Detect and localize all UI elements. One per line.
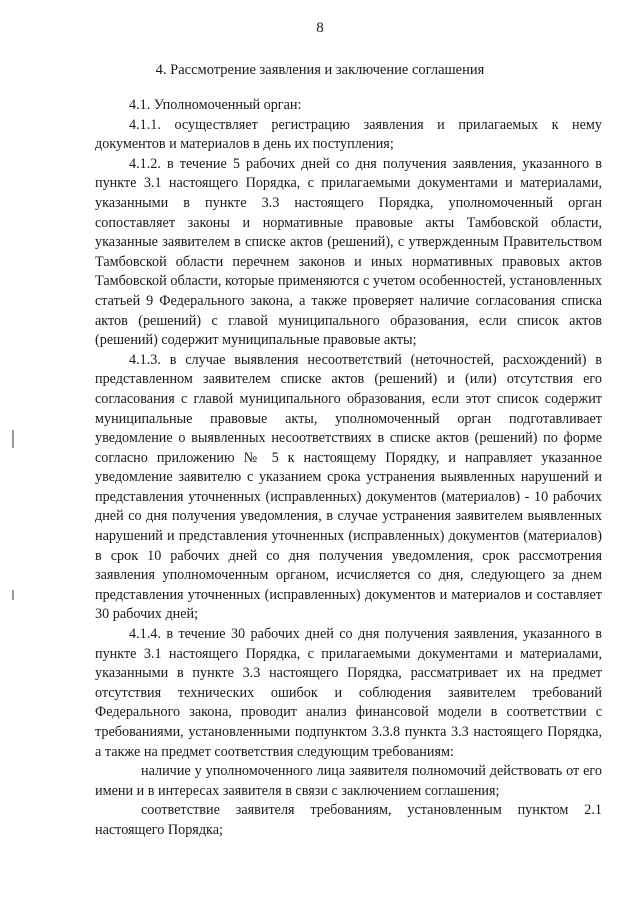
paragraph-4-1-3: 4.1.3. в случае выявления несоответствий (неточностей, расхождений) в представленном заявителем списке актов (решений) и (или) отсутствия его согласования с главой муниципального образования, если этот список содержит муниципальные правовые акты, уполномоченный орган подготавливает уведомление о выявленных несоответствиях в списке актов (решений) по форме согласно приложению № 5 к настоящему Порядку, и направляет указанное уведомление заявителю с указанием срока устранения выявленных нарушений и представления уточненных (исправленных) документов (материалов) - 10 рабочих дней со дня получения уведомления, в случае устранения заявителем выявленных нарушений и представления уточненных (исправленных) документов (материалов) в срок 10 рабочих дней со дня получения уведомления, срок рассмотрения заявления уполномоченным органом, исчисляется со дня, следующего за днем представления уточненных (исправленных) документов и материалов и составляет 30 рабочих дней; [95, 351, 602, 623]
requirement-item-compliance: соответствие заявителя требованиям, установленным пунктом 2.1 настоящего Порядка; [95, 802, 602, 838]
paragraph-4-1: 4.1. Уполномоченный орган: [129, 97, 302, 113]
scan-artifact-mark [12, 430, 14, 448]
paragraph-4-1-1: 4.1.1. осуществляет регистрацию заявления и прилагаемых к нему документов и материалов в день их поступления; [95, 116, 602, 153]
document-body [95, 96, 602, 841]
paragraph-4-1-2: 4.1.2. в течение 5 рабочих дней со дня получения заявления, указанного в пункте 3.1 настоящего Порядка, с прилагаемыми документами и материалами, указанными в пункте 3.3 настоящего Порядка, уполномоченный орган сопоставляет законы и нормативные правовые акты Тамбовской области, указанные заявителем в списке актов (решений), с утвержденным Правительством Тамбовской области перечнем законов и иных нормативных правовых актов Тамбовской области, которые применяются с учетом особенностей, установленных статьей 9 Федерального закона, а также проверяет наличие согласования списка актов (решений) с главой муниципального образования, если список актов (решений) содержит муниципальные правовые акты; [95, 155, 602, 349]
page-number: 8 [316, 20, 324, 36]
requirement-item-authority: наличие у уполномоченного лица заявителя полномочий действовать от его имени и в интересах заявителя в связи с заключением соглашения; [95, 763, 602, 799]
paragraph-4-1-4: 4.1.4. в течение 30 рабочих дней со дня получения заявления, указанного в пункте 3.1 настоящего Порядка, с прилагаемыми документами и материалами, указанными в пункте 3.3 настоящего Порядка, рассматривает их на предмет отсутствия технических ошибок и соблюдения заявителем требований Федерального закона, проводит анализ финансовой модели в соответствии с требованиями, установленными подпунктом 3.3.8 пункта 3.3 настоящего Порядка, а также на предмет соответствия следующим требованиям: [95, 626, 602, 760]
section-heading: 4. Рассмотрение заявления и заключение соглашения [155, 62, 485, 78]
scan-artifact-mark [12, 590, 14, 600]
